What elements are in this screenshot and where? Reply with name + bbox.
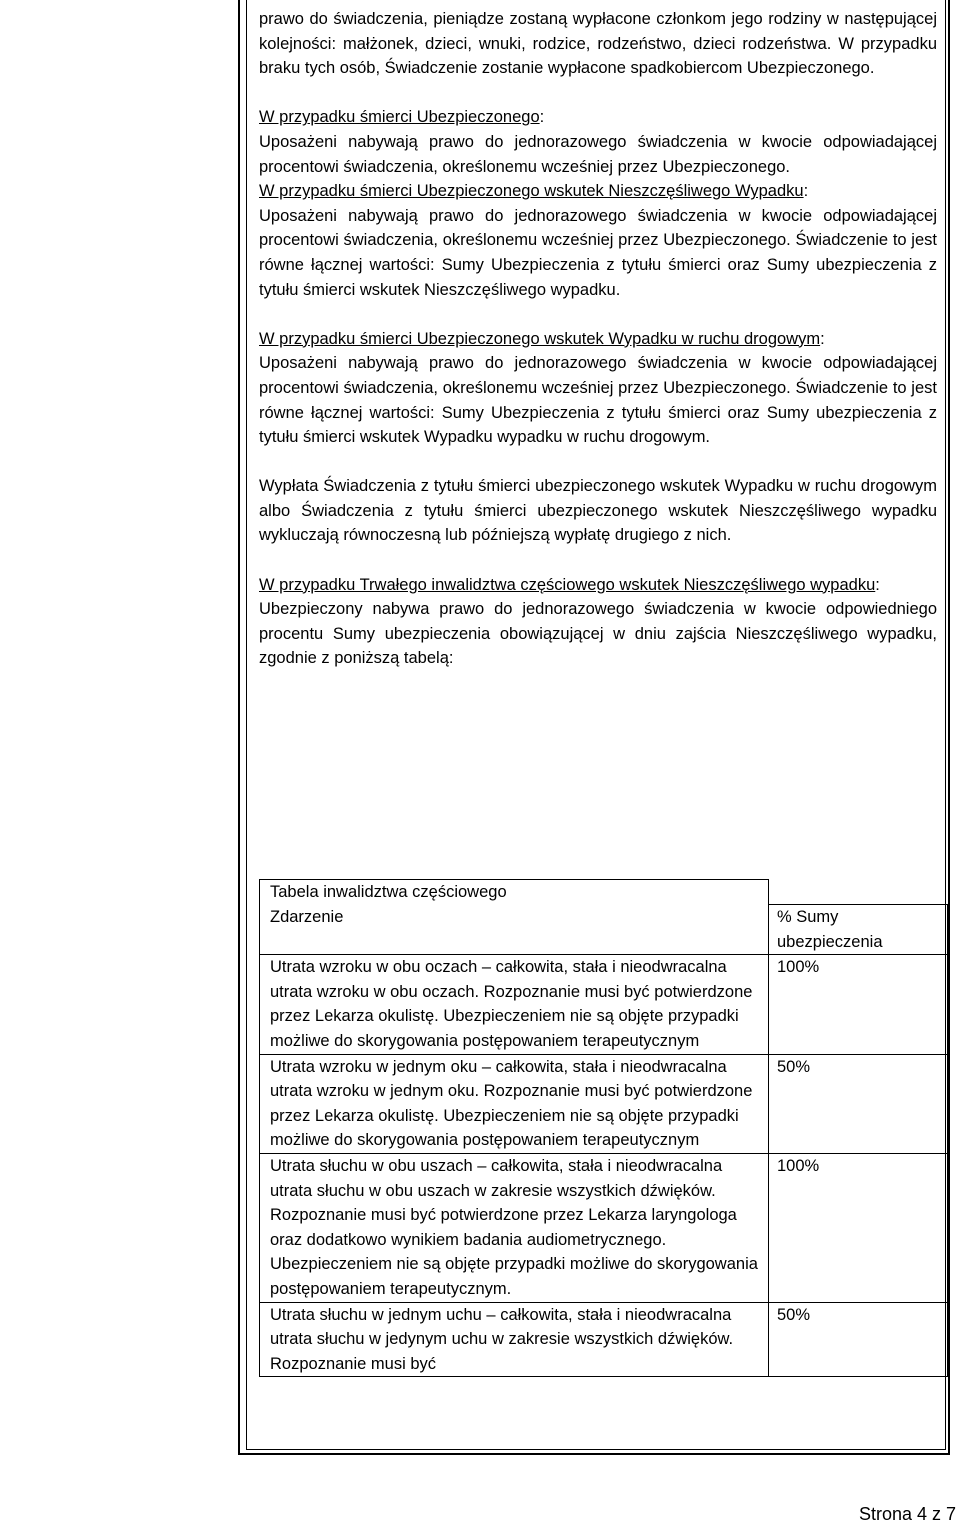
table-cell-event: Utrata słuchu w jednym uchu – całkowita, stała i nieodwracalna utrata słuchu w jedynym uchu w zakresie wszystkich dźwięków. Rozpoznanie musi być — [260, 1302, 769, 1377]
table-row — [260, 1054, 948, 1153]
heading-partial-disability-text: W przypadku Trwałego inwalidztwa częściowego wskutek Nieszczęśliwego wypadku — [259, 575, 876, 594]
document-body — [259, 7, 937, 671]
heading-death-insured — [259, 105, 937, 130]
table-cell-event: Utrata wzroku w obu oczach – całkowita, stała i nieodwracalna utrata wzroku w obu oczach. Rozpoznanie musi być potwierdzone przez Lekarza okulistę. Ubezpieczeniem nie są objęte przypadki możliwe do skorygowania postępowaniem terapeutycznym — [260, 955, 769, 1054]
table-title-spacer — [769, 880, 948, 905]
table-cell-percent: 50% — [769, 1054, 948, 1153]
page-number: Strona 4 z 7 — [858, 1504, 956, 1524]
table-row — [260, 1154, 948, 1303]
heading-partial-disability — [259, 573, 937, 598]
table-header-percent: % Sumy ubezpieczenia — [769, 905, 948, 955]
heading-death-insured-text: W przypadku śmierci Ubezpieczonego — [259, 108, 540, 127]
heading-colon: : — [820, 329, 825, 348]
heading-death-accident — [259, 179, 937, 204]
paragraph-beneficiaries-order: prawo do świadczenia, pieniądze zostaną wypłacone członkom jego rodziny w następującej kolejności: małżonek, dzieci, wnuki, rodzice, rodzeństwo, dzieci rodzeństwa. W przypadku braku tych osób, Świadczenie zostanie wypłacone spadkobiercom Ubezpieczonego. — [259, 10, 937, 78]
disability-table — [259, 879, 948, 1377]
heading-colon: : — [539, 108, 545, 127]
paragraph-death-accident: Uposażeni nabywają prawo do jednorazowego świadczenia w kwocie odpowiadającej procentowi świadczenia, określonemu wcześniej przez Ubezpieczonego. Świadczenie to jest równe łącznej wartości: Sumy Ubezpieczenia z tytułu śmierci oraz Sumy ubezpieczenia z tytułu śmierci wskutek Nieszczęśliwego wypadku. — [259, 206, 937, 299]
table-cell-percent: 50% — [769, 1302, 948, 1377]
disability-table-container — [259, 879, 937, 1377]
table-cell-event: Utrata wzroku w jednym oku – całkowita, stała i nieodwracalna utrata wzroku w jednym oku. Rozpoznanie musi być potwierdzone przez Lekarza okulistę. Ubezpieczeniem nie są objęte przypadki możliwe do skorygowania postępowaniem terapeutycznym — [260, 1054, 769, 1153]
table-row — [260, 955, 948, 1054]
table-cell-percent: 100% — [769, 955, 948, 1054]
table-title-row — [260, 880, 948, 905]
heading-colon: : — [803, 182, 809, 201]
heading-death-road-accident-text: W przypadku śmierci Ubezpieczonego wskutek Wypadku w ruchu drogowym — [259, 329, 821, 348]
heading-colon: : — [875, 575, 880, 594]
heading-death-road-accident — [259, 327, 937, 352]
paragraph-payout-exclusion: Wypłata Świadczenia z tytułu śmierci ubezpieczonego wskutek Wypadku w ruchu drogowym albo Świadczenia z tytułu śmierci ubezpieczonego wskutek Nieszczęśliwego wypadku wykluczają równoczesną lub późniejszą wypłatę drugiego z nich. — [259, 477, 937, 545]
heading-death-accident-text: W przypadku śmierci Ubezpieczonego wskutek Nieszczęśliwego Wypadku — [259, 182, 804, 201]
table-header-row — [260, 905, 948, 955]
paragraph-death-road-accident: Uposażeni nabywają prawo do jednorazowego świadczenia w kwocie odpowiadającej procentowi świadczenia, określonemu wcześniej przez Ubezpieczonego. Świadczenie to jest równe łącznej wartości: Sumy Ubezpieczenia z tytułu śmierci oraz Sumy ubezpieczenia z tytułu śmierci wskutek Wypadku wypadku w ruchu drogowym. — [259, 354, 937, 447]
table-cell-event: Utrata słuchu w obu uszach – całkowita, stała i nieodwracalna utrata słuchu w obu uszach w zakresie wszystkich dźwięków. Rozpoznanie musi być potwierdzone przez Lekarza laryngologa oraz dodatkowo wynikiem badania audiometrycznego. Ubezpieczeniem nie są objęte przypadki możliwe do skorygowania postępowaniem terapeutycznym. — [260, 1154, 769, 1303]
table-title: Tabela inwalidztwa częściowego — [260, 880, 769, 905]
paragraph-death-insured: Uposażeni nabywają prawo do jednorazowego świadczenia w kwocie odpowiadającej procentowi świadczenia, określonemu wcześniej przez Ubezpieczonego. — [259, 132, 937, 176]
table-row — [260, 1302, 948, 1377]
paragraph-partial-disability: Ubezpieczony nabywa prawo do jednorazowego świadczenia w kwocie odpowiedniego procentu Sumy ubezpieczenia obowiązującej w dniu zajścia Nieszczęśliwego wypadku, zgodnie z poniższą tabelą: — [259, 600, 937, 668]
table-cell-percent: 100% — [769, 1154, 948, 1303]
table-header-event: Zdarzenie — [260, 905, 769, 955]
